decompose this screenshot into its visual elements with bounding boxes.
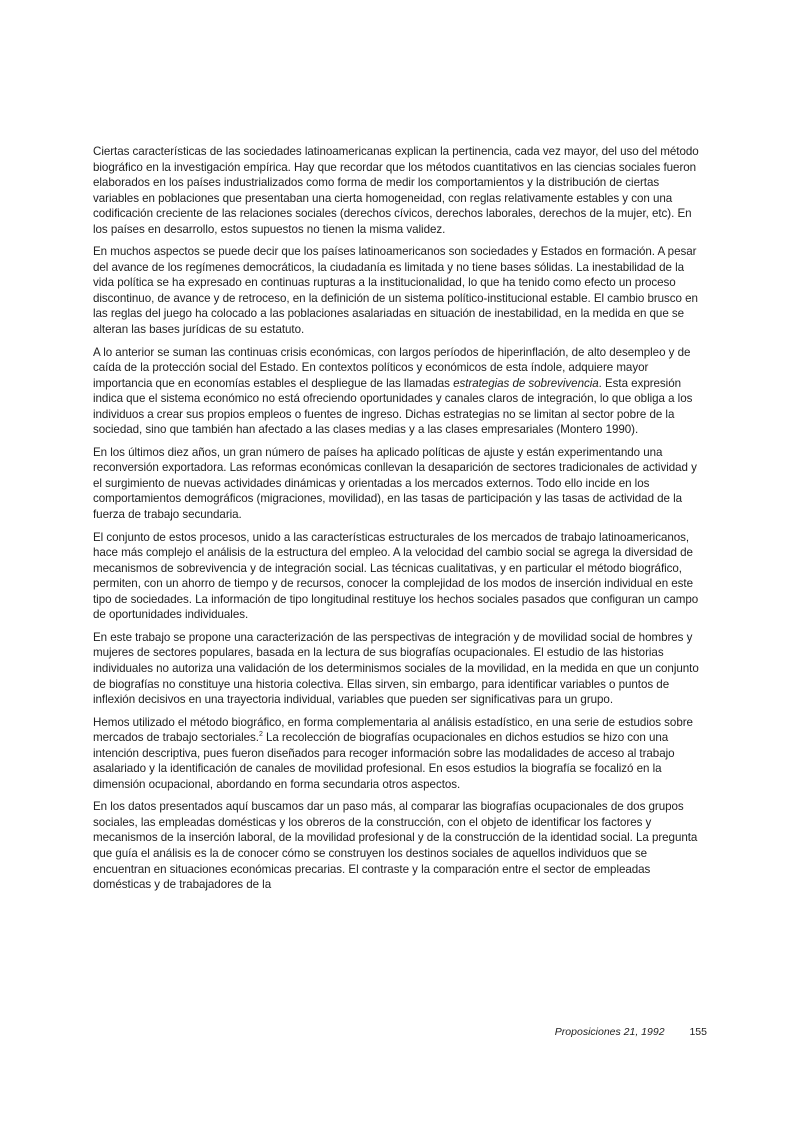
page-number: 155 xyxy=(689,1026,707,1038)
paragraph-4: En los últimos diez años, un gran número de países ha aplicado políticas de ajuste y están experimentando una reconversión exportadora. Las reformas económicas conllevan la desaparición de sectores tradicionales de actividad y el surgimiento de nuevas actividades dinámicas y orientadas a los mercados externos. Todo ello incide en los comportamientos demográficos (migraciones, movilidad), en las tasas de participación y las tasas de actividad de la fuerza de trabajo secundaria. xyxy=(93,445,697,522)
paragraph-2: En muchos aspectos se puede decir que los países latinoamericanos son sociedades y Estados en formación. A pesar del avance de los regímenes democráticos, la ciudadanía es limitada y no tiene bases sólidas. La inestabilidad de la vida política se ha expresado en continuas rupturas a la institucionalidad, lo que ha tenido como efecto un proceso discontinuo, de avance y de retroceso, en la definición de un sistema político-institucional estable. El cambio brusco en las reglas del juego ha colocado a las poblaciones asalariadas en situación de inestabilidad, en la medida en que se alteran las bases jurídicas de su estatuto. xyxy=(93,245,698,337)
paragraph-1: Ciertas características de las sociedades latinoamericanas explican la pertinencia, cada vez mayor, del uso del método biográfico en la investigación empírica. Hay que recordar que los métodos cuantitativos en las ciencias sociales fueron elaborados en los países industrializados como forma de medir los comportamientos y la distribución de ciertas variables en poblaciones que presentaban una cierta homogeneidad, con reglas relativamente estables y con una codificación creciente de las relaciones sociales (derechos cívicos, derechos laborales, derechos de la mujer, etc). En los países en desarrollo, estos supuestos no tienen la misma validez. xyxy=(93,145,699,236)
body-text xyxy=(93,144,707,900)
paragraph-7-text-before: Hemos utilizado el método biográfico, en forma complementaria al análisis estadístico, en una serie de estudios sobre mercados de trabajo sectoriales. xyxy=(93,715,693,745)
journal-citation: Proposiciones 21, 1992 xyxy=(554,1026,665,1038)
paragraph-3 xyxy=(93,345,707,438)
paragraph-8: En los datos presentados aquí buscamos dar un paso más, al comparar las biografías ocupacionales de dos grupos sociales, las empleadas domésticas y los obreros de la construcción, con el objeto de identificar los factores y mecanismos de la inserción laboral, de la movilidad profesional y de la construcción de la identidad social. La pregunta que guía el análisis es la de conocer cómo se construyen los destinos sociales de aquellos individuos que se encuentran en situaciones económicas precarias. El contraste y la comparación entre el sector de empleadas domésticas y de trabajadores de la xyxy=(93,800,698,892)
paragraph-3-text-after: . Esta expresión indica que el sistema económico no está ofreciendo oportunidades y canales claros de integración, lo que obliga a los individuos a crear sus propios empleos o fuentes de ingreso. Dichas estrategias no se limitan al sector pobre de la sociedad, sino que también han afectado a las clases medias y a las clases empresariales (Montero 1990). xyxy=(93,376,693,437)
paragraph-6: En este trabajo se propone una caracterización de las perspectivas de integración y de movilidad social de hombres y mujeres de sectores populares, basada en la lectura de sus biografías ocupacionales. El estudio de las historias individuales no autoriza una validación de los determinismos sociales de la movilidad, en la medida en que un conjunto de biografías no constituye una historia colectiva. Ellas sirven, sin embargo, para identificar variables o puntos de inflexión decisivos en una trayectoria individual, variables que pueden ser significativas para un grupo. xyxy=(93,630,699,707)
paragraph-7-text-after: La recolección de biografías ocupacionales en dichos estudios se hizo con una intención descriptiva, pues fueron diseñados para recoger información sobre las modalidades de acceso al trabajo asalariado y la identificación de canales de movilidad profesional. En esos estudios la biografía se focalizó en la dimensión ocupacional, abordando en forma secundaria otros aspectos. xyxy=(93,731,675,791)
paragraph-5: El conjunto de estos procesos, unido a las características estructurales de los mercados de trabajo latinoamericanos, hace más complejo el análisis de la estructura del empleo. A la velocidad del cambio social se agrega la diversidad de mecanismos de sobrevivencia y de integración social. Las técnicas cualitativas, y en particular el método biográfico, permiten, con un ahorro de tiempo y de recursos, conocer la complejidad de los modos de inserción individual en este tipo de sociedades. La información de tipo longitudinal restituye los hechos sociales pasados que configuran un campo de oportunidades individuales. xyxy=(93,530,699,622)
paragraph-7 xyxy=(93,715,707,793)
emphasis-estrategias: estrategias de sobrevivencia xyxy=(453,376,599,390)
paragraph-3-text-before: A lo anterior se suman las continuas crisis económicas, con largos períodos de hiperinflación, de alto desempleo y de caída de la protección social del Estado. En contextos políticos y económicos de esta índole, adquiere mayor importancia que en economías estables el despliegue de las llamadas xyxy=(93,345,691,390)
page-footer xyxy=(555,1026,707,1038)
footnote-marker[interactable]: 2 xyxy=(258,731,263,739)
